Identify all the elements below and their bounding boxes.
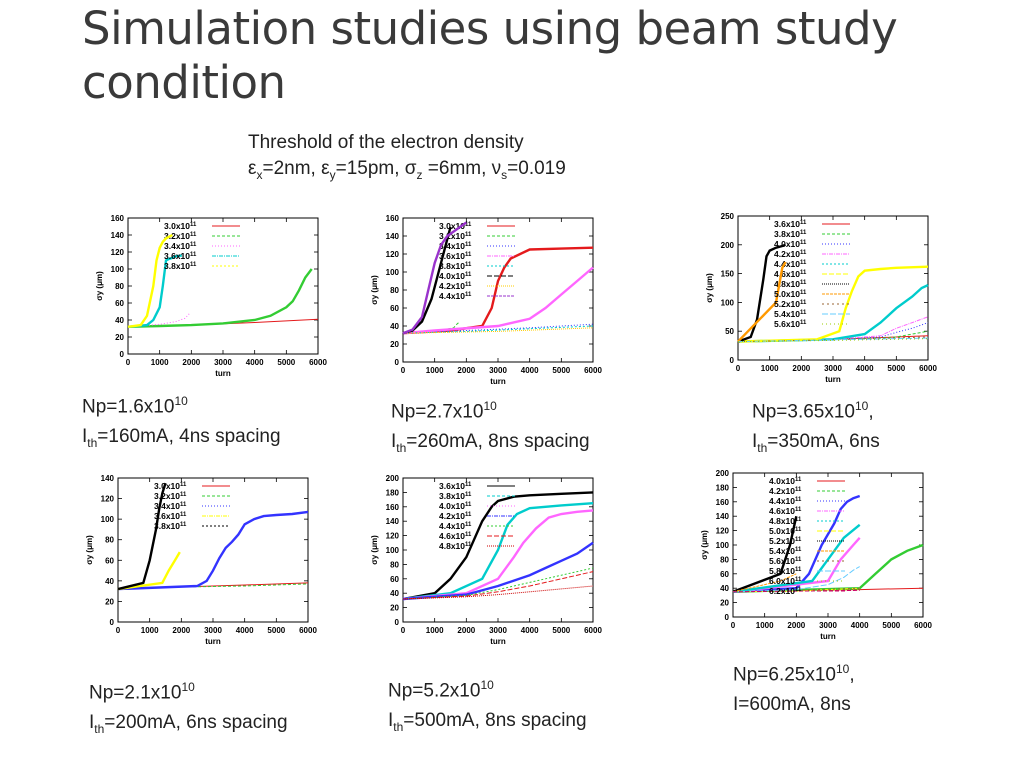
ith-text: I=600mA, 8ns [733, 694, 851, 716]
y-tick-label: 180 [385, 488, 399, 498]
subtitle-line1: Threshold of the electron density [248, 132, 524, 153]
s-sub: s [501, 167, 508, 182]
chart-6-svg [675, 465, 935, 643]
y-tick-label: 50 [725, 327, 734, 337]
y-tick-label: 100 [110, 265, 124, 274]
x-tick-label: 1000 [150, 358, 169, 367]
ith-sub: th [87, 436, 98, 451]
y-tick-label: 200 [385, 474, 399, 483]
legend-label: $4.2x10^{11}$ [439, 511, 472, 521]
caption-2 [391, 391, 590, 463]
x-tick-label: 2000 [457, 366, 476, 375]
eps-symbol: ε [248, 158, 257, 179]
legend-label: $5.4x10^{11}$ [769, 546, 802, 556]
legend-label: $3.2x10^{11}$ [439, 231, 472, 241]
legend-label: $4.6x10^{11}$ [774, 269, 807, 279]
x-tick-label: 0 [400, 626, 406, 635]
y-tick-label: 60 [115, 299, 124, 308]
x-tick-label: 0 [735, 364, 741, 373]
legend-label: $3.6x10^{11}$ [439, 251, 472, 261]
legend-label: $3.8x10^{11}$ [154, 521, 187, 531]
x-tick-label: 1000 [760, 364, 779, 373]
x-tick-label: 1000 [425, 366, 444, 375]
y-tick-label: 120 [715, 526, 729, 536]
x-tick-label: 4000 [520, 626, 539, 635]
y-tick-label: 0 [119, 350, 124, 359]
x-tick-label: 4000 [235, 626, 254, 635]
y-tick-label: 80 [390, 560, 399, 570]
legend-label: $4.8x10^{11}$ [769, 516, 802, 526]
legend-label: $3.8x10^{11}$ [439, 261, 472, 271]
caption-ith [388, 706, 587, 742]
y-tick-label: 160 [715, 497, 729, 507]
y-axis-label: σy (μm) [370, 535, 379, 565]
np-exponent: 10 [483, 399, 497, 413]
y-axis-label: σy (μm) [705, 273, 714, 303]
ith-sub: th [396, 441, 407, 456]
legend-label: $3.2x10^{11}$ [154, 491, 187, 501]
x-tick-label: 5000 [267, 626, 286, 635]
caption-ith [391, 427, 590, 463]
legend-label: $4.4x10^{11}$ [439, 521, 472, 531]
legend-label: $3.6x10^{11}$ [154, 511, 187, 521]
legend-label: $3.0x10^{11}$ [164, 221, 197, 231]
x-tick-label: 0 [125, 358, 131, 367]
caption-ith [82, 422, 281, 458]
x-tick-label: 5000 [882, 621, 901, 630]
caption-ith [89, 708, 288, 744]
x-tick-label: 6000 [309, 358, 327, 367]
y-tick-label: 140 [385, 517, 399, 527]
caption-np [89, 672, 288, 708]
s-value: =0.019 [507, 158, 566, 179]
y-tick-label: 60 [105, 556, 114, 566]
y-tick-label: 0 [109, 618, 114, 627]
np-text: Np=2.7x10 [391, 401, 484, 423]
y-tick-label: 160 [110, 214, 124, 223]
y-tick-label: 20 [105, 597, 114, 607]
legend-label: $3.4x10^{11}$ [439, 241, 472, 251]
y-tick-label: 160 [385, 214, 399, 223]
x-axis-label: turn [825, 375, 841, 384]
y-tick-label: 40 [390, 589, 399, 599]
x-tick-label: 3000 [489, 626, 507, 635]
x-tick-label: 4000 [855, 364, 874, 373]
x-tick-label: 3000 [819, 621, 837, 630]
plot-frame [128, 218, 318, 354]
caption-np [752, 391, 880, 427]
chart-4-svg [60, 470, 320, 648]
x-axis-label: turn [215, 369, 231, 378]
np-exponent: 10 [836, 662, 850, 676]
ith-value: =260mA, 8ns spacing [406, 431, 590, 453]
np-exponent: 10 [174, 394, 188, 408]
legend-label: $4.2x10^{11}$ [769, 486, 802, 496]
legend-label: $3.8x10^{11}$ [164, 261, 197, 271]
y-tick-label: 150 [720, 269, 734, 279]
plot-frame [118, 478, 308, 622]
x-tick-label: 6000 [299, 626, 317, 635]
ith-value: =350mA, 6ns [767, 431, 880, 453]
y-tick-label: 80 [115, 282, 124, 291]
ith-value: =200mA, 6ns spacing [104, 712, 288, 734]
y-tick-label: 60 [390, 304, 399, 313]
y-tick-label: 0 [394, 358, 399, 367]
chart-6 [675, 465, 935, 643]
x-tick-label: 3000 [489, 366, 507, 375]
np-text: Np=3.65x10 [752, 401, 855, 423]
x-axis-label: turn [490, 377, 506, 386]
y-tick-label: 100 [385, 268, 399, 277]
x-tick-label: 3000 [824, 364, 842, 373]
np-text: Np=2.1x10 [89, 682, 182, 704]
legend-label: $4.4x10^{11}$ [774, 259, 807, 269]
y-tick-label: 120 [385, 531, 399, 541]
x-tick-label: 2000 [787, 621, 806, 630]
x-axis-label: turn [820, 632, 836, 641]
caption-3 [752, 391, 880, 463]
z-value: =6mm, [422, 158, 492, 179]
y-tick-label: 200 [715, 469, 729, 478]
legend-label: $5.8x10^{11}$ [769, 566, 802, 576]
np-suffix: , [849, 664, 855, 686]
legend-label: $3.2x10^{11}$ [164, 231, 197, 241]
x-tick-label: 6000 [914, 621, 932, 630]
z-sub: z [416, 167, 423, 182]
y-tick-label: 0 [394, 618, 399, 627]
legend-label: $3.0x10^{11}$ [154, 481, 187, 491]
y-tick-label: 120 [100, 494, 114, 504]
y-tick-label: 140 [100, 474, 114, 483]
caption-np [733, 654, 855, 690]
eps-symbol-y: ε [321, 158, 330, 179]
y-tick-label: 80 [105, 535, 114, 545]
x-tick-label: 1000 [140, 626, 159, 635]
y-tick-label: 120 [110, 248, 124, 257]
x-tick-label: 5000 [887, 364, 906, 373]
y-tick-label: 80 [720, 555, 729, 565]
x-tick-label: 2000 [172, 626, 191, 635]
caption-np [82, 386, 281, 422]
legend-label: $5.0x10^{11}$ [769, 526, 802, 536]
chart-1-svg [70, 210, 330, 380]
ith-text: I [391, 431, 397, 453]
y-tick-label: 0 [729, 356, 734, 365]
x-axis-label: turn [205, 637, 221, 646]
legend-label: $5.4x10^{11}$ [774, 309, 807, 319]
caption-1 [82, 386, 281, 458]
ith-sub: th [94, 722, 105, 737]
plot-frame [733, 473, 923, 617]
ith-text: I [752, 431, 758, 453]
np-exponent: 10 [181, 680, 195, 694]
y-tick-label: 20 [390, 340, 399, 349]
y-tick-label: 40 [115, 316, 124, 325]
ith-value: =160mA, 4ns spacing [97, 426, 281, 448]
y-axis-label: σy (μm) [85, 535, 94, 565]
legend-label: $4.0x10^{11}$ [769, 476, 802, 486]
x-axis-label: turn [490, 637, 506, 646]
np-suffix: , [868, 401, 874, 423]
x-tick-label: 5000 [552, 366, 571, 375]
legend-label: $4.0x10^{11}$ [439, 271, 472, 281]
legend-label: $3.8x10^{11}$ [774, 229, 807, 239]
ith-text: I [82, 426, 88, 448]
x-tick-label: 6000 [919, 364, 937, 373]
sigma-symbol: σ [404, 158, 417, 179]
np-text: Np=5.2x10 [388, 680, 481, 702]
x-tick-label: 0 [400, 366, 406, 375]
legend-label: $4.8x10^{11}$ [439, 541, 472, 551]
legend-label: $4.4x10^{11}$ [439, 291, 472, 301]
y-tick-label: 140 [385, 232, 399, 241]
legend-label: $4.2x10^{11}$ [439, 281, 472, 291]
legend-label: $3.6x10^{11}$ [164, 251, 197, 261]
legend-label: $5.0x10^{11}$ [774, 289, 807, 299]
y-tick-label: 160 [385, 502, 399, 512]
legend-label: $4.6x10^{11}$ [439, 531, 472, 541]
chart-4 [60, 470, 320, 648]
caption-6 [733, 654, 855, 726]
x-tick-label: 4000 [520, 366, 539, 375]
y-tick-label: 100 [100, 515, 114, 525]
caption-ith [733, 690, 855, 726]
y-tick-label: 250 [720, 212, 734, 221]
x-tick-label: 2000 [792, 364, 811, 373]
y-tick-label: 80 [390, 286, 399, 295]
legend-label: $5.2x10^{11}$ [774, 299, 807, 309]
y-tick-label: 140 [110, 231, 124, 240]
x-tick-label: 1000 [425, 626, 444, 635]
x-tick-label: 3000 [204, 626, 222, 635]
legend-label: $4.0x10^{11}$ [439, 501, 472, 511]
x-tick-label: 1000 [755, 621, 774, 630]
legend-label: $5.6x10^{11}$ [769, 556, 802, 566]
y-tick-label: 40 [720, 584, 729, 594]
ith-text: I [89, 712, 95, 734]
caption-np [388, 670, 587, 706]
ith-sub: th [757, 441, 768, 456]
legend-label: $3.8x10^{11}$ [439, 491, 472, 501]
chart-3-svg [680, 208, 940, 386]
legend-label: $6.0x10^{11}$ [769, 576, 802, 586]
legend-label: $3.4x10^{11}$ [154, 501, 187, 511]
page-title: Simulation studies using beam study condition [82, 2, 898, 109]
subtitle [248, 130, 566, 188]
legend-label: $5.6x10^{11}$ [774, 319, 807, 329]
x-tick-label: 0 [115, 626, 121, 635]
np-text: Np=1.6x10 [82, 396, 175, 418]
x-tick-label: 0 [730, 621, 736, 630]
plot-frame [403, 218, 593, 362]
ith-text: I [388, 710, 394, 732]
x-value: =2nm, [262, 158, 322, 179]
chart-3 [680, 208, 940, 386]
y-tick-label: 100 [385, 546, 399, 555]
caption-5 [388, 670, 587, 742]
y-tick-label: 20 [390, 603, 399, 613]
np-exponent: 10 [480, 678, 494, 692]
y-tick-label: 20 [115, 333, 124, 342]
x-tick-label: 4000 [850, 621, 869, 630]
y-axis-label: σy (μm) [370, 275, 379, 305]
y-tick-label: 40 [390, 322, 399, 331]
caption-ith [752, 427, 880, 463]
y-tick-label: 0 [724, 613, 729, 622]
ith-value: =500mA, 8ns spacing [403, 710, 587, 732]
y-value: =15pm, [335, 158, 405, 179]
x-tick-label: 6000 [584, 626, 602, 635]
y-tick-label: 100 [720, 298, 734, 308]
legend-label: $4.2x10^{11}$ [774, 249, 807, 259]
y-tick-label: 180 [715, 483, 729, 493]
x-tick-label: 5000 [552, 626, 571, 635]
subtitle-line2 [248, 156, 566, 188]
legend-label: $5.2x10^{11}$ [769, 536, 802, 546]
chart-2-svg [345, 210, 605, 388]
x-tick-label: 3000 [214, 358, 232, 367]
legend-label: $4.6x10^{11}$ [769, 506, 802, 516]
np-exponent: 10 [855, 399, 869, 413]
caption-4 [89, 672, 288, 744]
chart-1 [70, 210, 330, 380]
y-tick-label: 40 [105, 576, 114, 586]
x-tick-label: 6000 [584, 366, 602, 375]
legend-label: $3.6x10^{11}$ [439, 481, 472, 491]
legend-label: $3.4x10^{11}$ [164, 241, 197, 251]
y-tick-label: 100 [715, 541, 729, 550]
x-sub: x [256, 167, 263, 182]
y-tick-label: 140 [715, 512, 729, 522]
y-sub: y [329, 167, 336, 182]
y-tick-label: 120 [385, 250, 399, 259]
legend-label: $3.0x10^{11}$ [439, 221, 472, 231]
legend-label: $3.6x10^{11}$ [774, 219, 807, 229]
y-axis-label: σy (μm) [700, 530, 709, 560]
x-tick-label: 2000 [182, 358, 201, 367]
y-tick-label: 60 [720, 569, 729, 579]
x-tick-label: 4000 [245, 358, 264, 367]
legend-label: $4.4x10^{11}$ [769, 496, 802, 506]
chart-5-svg [345, 470, 605, 648]
np-text: Np=6.25x10 [733, 664, 836, 686]
legend-label: $4.8x10^{11}$ [774, 279, 807, 289]
chart-5 [345, 470, 605, 648]
y-tick-label: 200 [720, 240, 734, 250]
chart-2 [345, 210, 605, 388]
ith-sub: th [393, 720, 404, 735]
x-tick-label: 2000 [457, 626, 476, 635]
x-tick-label: 5000 [277, 358, 296, 367]
legend-label: $4.0x10^{11}$ [774, 239, 807, 249]
y-axis-label: σy (μm) [95, 271, 104, 301]
y-tick-label: 20 [720, 598, 729, 608]
caption-np [391, 391, 590, 427]
legend-label: $6.2x10^{11}$ [769, 586, 802, 596]
nu-symbol: ν [491, 158, 502, 179]
y-tick-label: 60 [390, 574, 399, 584]
